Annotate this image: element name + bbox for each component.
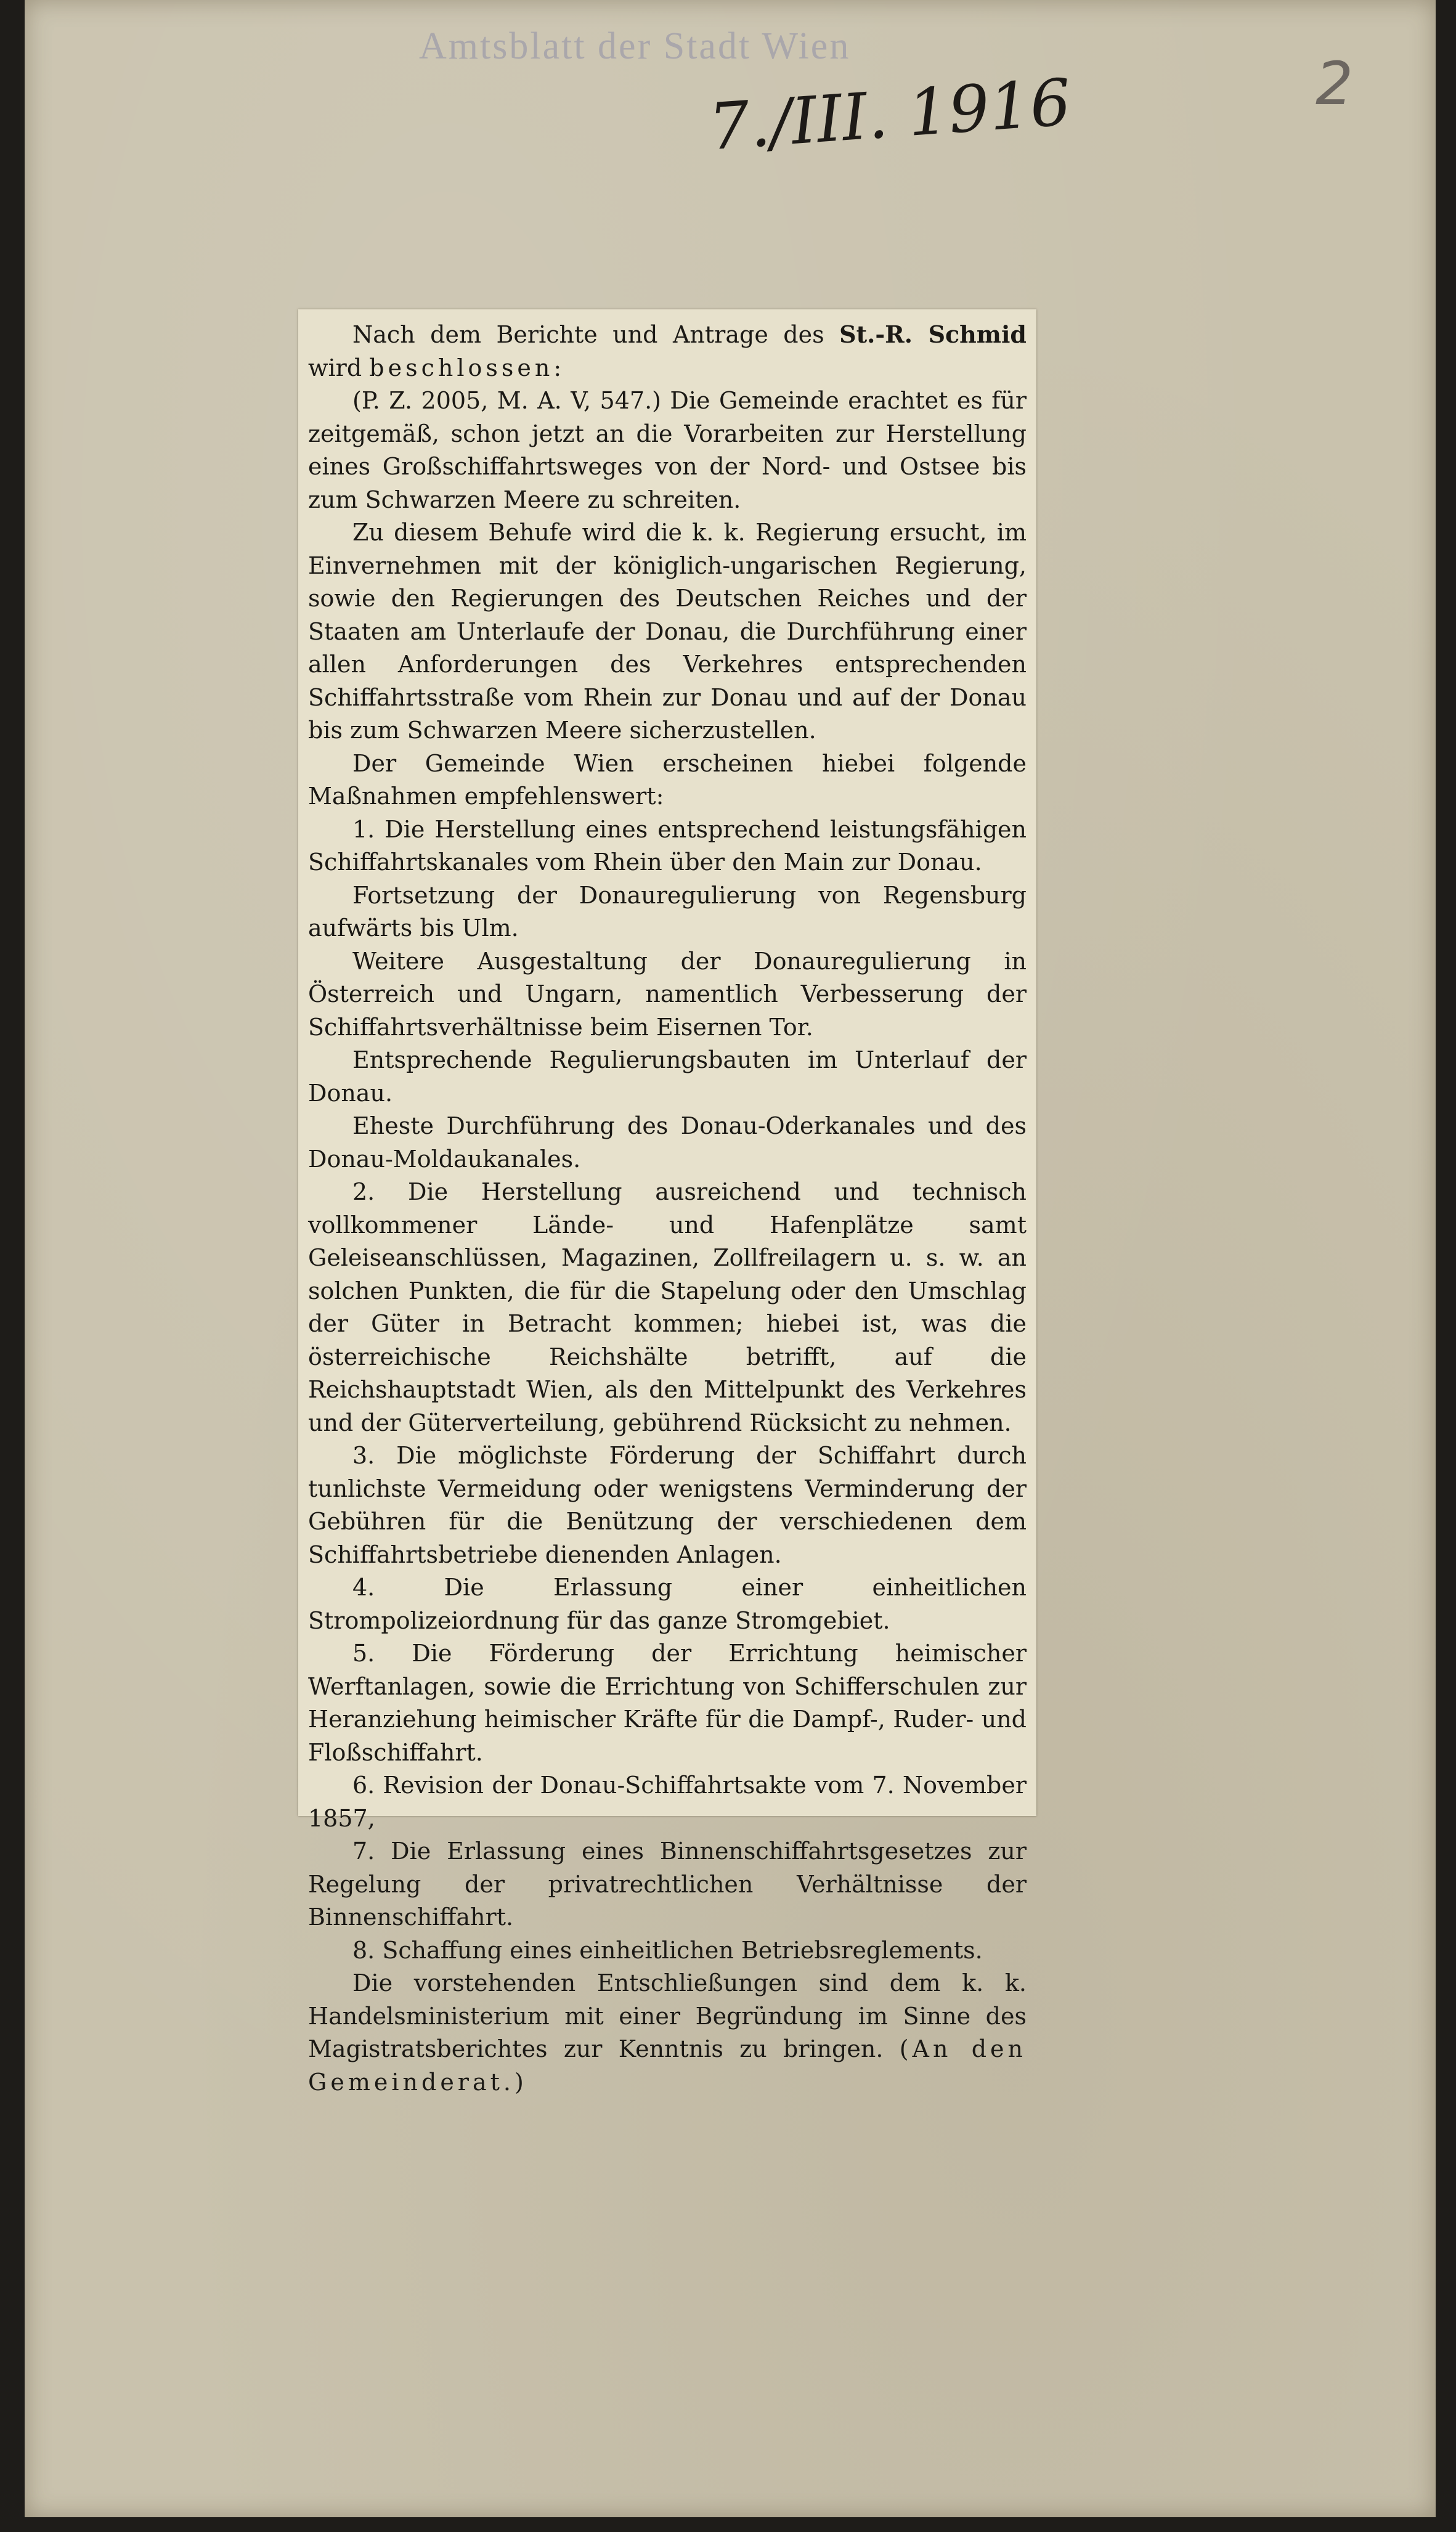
paragraph: Entsprechende Regulierungsbauten im Unterlauf der Donau.	[308, 1046, 1027, 1107]
intro-resolved: beschlossen:	[369, 354, 566, 381]
paragraph: Eheste Durchführung des Donau-Oderkanales und des Donau-Moldaukanales.	[308, 1112, 1027, 1173]
paragraph: 7. Die Erlassung eines Binnenschiffahrtsgesetzes zur Regelung der privatrechtlichen Verhältnisse der Binnenschiffahrt.	[308, 1838, 1027, 1931]
intro-after: wird	[308, 354, 362, 381]
closing-paragraph	[308, 1967, 1027, 2099]
closing-note: (An den Gemeinderat.)	[308, 2035, 1027, 2096]
paragraph: 5. Die Förderung der Errichtung heimischer Werftanlagen, sowie die Errichtung von Schifferschulen zur Heranziehung heimischer Kräfte für die Dampf-, Ruder- und Floßschiffahrt.	[308, 1640, 1027, 1766]
paragraph: 2. Die Herstellung ausreichend und technisch vollkommener Lände- und Hafenplätze samt Geleiseanschlüssen, Magazinen, Zollfreilagern u. s. w. an solchen Punkten, die für die Stapelung oder den Umschlag der Güter in Betracht kommen; hiebei ist, was die österreichische Reichshälte betrifft, auf die Reichshauptstadt Wien, als den Mittelpunkt des Verkehres und der Güterverteilung, gebührend Rücksicht zu nehmen.	[308, 1178, 1027, 1436]
paragraph: Der Gemeinde Wien erscheinen hiebei folgende Maßnahmen empfehlenswert:	[308, 749, 1027, 810]
paragraph: Fortsetzung der Donauregulierung von Regensburg aufwärts bis Ulm.	[308, 881, 1027, 942]
councillor-name: St.-R. Schmid	[839, 320, 1027, 348]
paragraph: 8. Schaffung eines einheitlichen Betriebsreglements.	[352, 1936, 983, 1964]
paragraph: 3. Die möglichste Förderung der Schiffahrt durch tunlichste Vermeidung oder wenigstens Verminderung der Gebühren für die Benützung der verschiedenen dem Schiffahrtsbetriebe dienenden Anlagen.	[308, 1442, 1027, 1568]
paragraph: 6. Revision der Donau-Schiffahrtsakte vom 7. November 1857,	[308, 1772, 1027, 1832]
paragraph: Weitere Ausgestaltung der Donauregulierung in Österreich und Ungarn, namentlich Verbesserung der Schiffahrtsverhältnisse beim Eisernen Tor.	[308, 947, 1027, 1041]
newspaper-stamp: Amtsblatt der Stadt Wien	[419, 25, 851, 67]
paragraph: 1. Die Herstellung eines entsprechend leistungsfähigen Schiffahrtskanales vom Rhein über den Main zur Donau.	[308, 815, 1027, 876]
newspaper-clipping	[298, 309, 1036, 2096]
resolution-intro	[308, 318, 1027, 385]
intro-before: Nach dem Berichte und Antrage des	[352, 321, 824, 348]
clipping-text	[308, 318, 1027, 2099]
paragraph: 4. Die Erlassung einer einheitlichen Strompolizeiordnung für das ganze Stromgebiet.	[308, 1574, 1027, 1634]
paragraph: Zu diesem Behufe wird die k. k. Regierung ersucht, im Einvernehmen mit der königlich-ungarischen Regierung, sowie den Regierungen des Deutschen Reiches und der Staaten am Unterlaufe der Donau, die Durchführung einer allen Anforderungen des Verkehres entsprechenden Schiffahrtsstraße vom Rhein zur Donau und auf der Donau bis zum Schwarzen Meere sicherzustellen.	[308, 519, 1027, 744]
paragraph: (P. Z. 2005, M. A. V, 547.) Die Gemeinde erachtet es für zeitgemäß, schon jetzt an die Vorarbeiten zur Herstellung eines Großschiffahrtsweges von der Nord- und Ostsee bis zum Schwarzen Meere zu schreiten.	[308, 387, 1027, 513]
paragraph: Die vorstehenden Entschließungen sind dem k. k. Handelsministerium mit einer Begründung im Sinne des Magistratsberichtes zur Kenntnis zu bringen.	[308, 1969, 1027, 2062]
handwritten-date: 7./III. 1916	[706, 64, 1073, 165]
handwritten-page-number: 2	[1316, 49, 1354, 118]
